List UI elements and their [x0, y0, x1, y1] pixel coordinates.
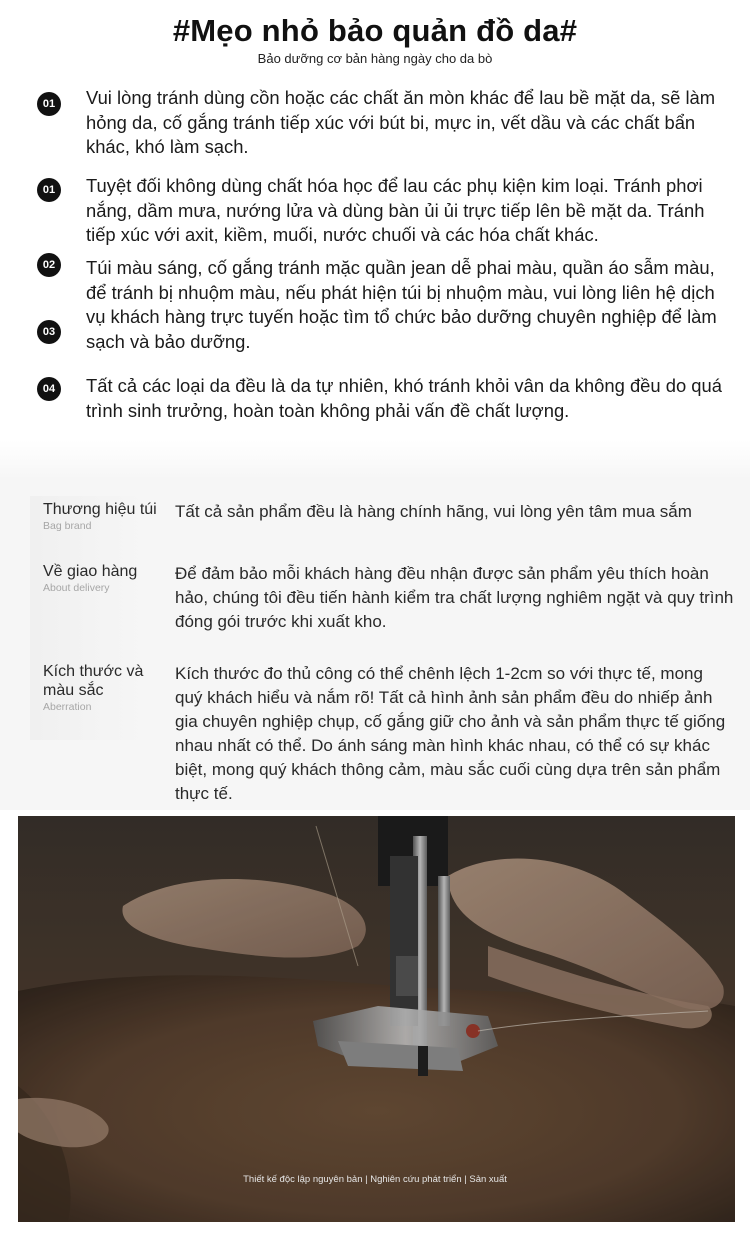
info-value: Tất cả sản phẩm đều là hàng chính hãng, vui lòng yên tâm mua sắm [175, 502, 692, 521]
info-label-text: Kích thước và màu sắc [43, 663, 144, 699]
photo-caption: Thiết kế độc lập nguyên bản | Nghiên cứu phát triển | Sản xuất [243, 1174, 507, 1185]
info-label-subtitle: About delivery [43, 582, 110, 594]
section-divider [0, 440, 750, 480]
page-subtitle: Bảo dưỡng cơ bản hàng ngày cho da bò [257, 51, 493, 66]
tip-text: Túi màu sáng, cố gắng tránh mặc quần jean dễ phai màu, quần áo sẫm màu, để tránh bị nhuộm màu, nếu phát hiện túi bị nhuộm màu, vui lòng liên hệ dịch vụ khách hàng trực tuyến hoặc tìm tổ chức bảo dưỡng chuyên nghiệp để làm sạch và bảo dưỡng. [86, 257, 717, 352]
info-label [43, 562, 163, 595]
tip-number-badge: 03 [37, 320, 61, 344]
sewing-photo-illustration [18, 816, 735, 1222]
sewing-machine-photo [18, 816, 735, 1222]
tip-number-badge: 04 [37, 377, 61, 401]
info-label [43, 500, 163, 533]
tip-text: Vui lòng tránh dùng cồn hoặc các chất ăn mòn khác để lau bề mặt da, sẽ làm hỏng da, cố gắng tránh tiếp xúc với bút bi, mực in, vết dầu và các chất bẩn khác, khó làm sạch. [86, 87, 716, 157]
tip-text: Tuyệt đối không dùng chất hóa học để lau các phụ kiện kim loại. Tránh phơi nắng, dầm mưa, nướng lửa và dùng bàn ủi ủi trực tiếp lên bề mặt da. Tránh tiếp xúc với axit, kiềm, muối, nước chuối và các hóa chất khác. [86, 175, 705, 245]
info-value: Để đảm bảo mỗi khách hàng đều nhận được sản phẩm yêu thích hoàn hảo, chúng tôi đều tiến hành kiểm tra chất lượng nghiêm ngặt và quy trình đóng gói trước khi xuất kho. [175, 564, 734, 631]
tip-number-badge: 01 [37, 178, 61, 202]
info-label-subtitle: Bag brand [43, 520, 92, 532]
info-label [43, 662, 153, 714]
info-label-text: Thương hiệu túi [43, 501, 157, 518]
page-title: #Mẹo nhỏ bảo quản đồ da# [172, 13, 578, 48]
info-label-text: Về giao hàng [43, 563, 138, 580]
info-value: Kích thước đo thủ công có thể chênh lệch 1-2cm so với thực tế, mong quý khách hiểu và nắm rõ! Tất cả hình ảnh sản phẩm đều do nhiếp ảnh gia chuyên nghiệp chụp, cố gắng giữ cho ảnh và sản phẩm thực tế giống nhau nhất có thể. Do ánh sáng màn hình khác nhau, có thể có sự khác biệt, mong quý khách thông cảm, màu sắc cuối cùng dựa trên sản phẩm thực tế. [175, 664, 726, 803]
tip-number-badge: 01 [37, 92, 61, 116]
page-header [0, 14, 750, 66]
tip-text: Tất cả các loại da đều là da tự nhiên, khó tránh khỏi vân da không đều do quá trình sinh trưởng, hoàn toàn không phải vấn đề chất lượng. [86, 375, 722, 421]
info-label-subtitle: Aberration [43, 701, 92, 713]
product-info-section [0, 480, 750, 810]
tip-number-badge: 02 [37, 253, 61, 277]
